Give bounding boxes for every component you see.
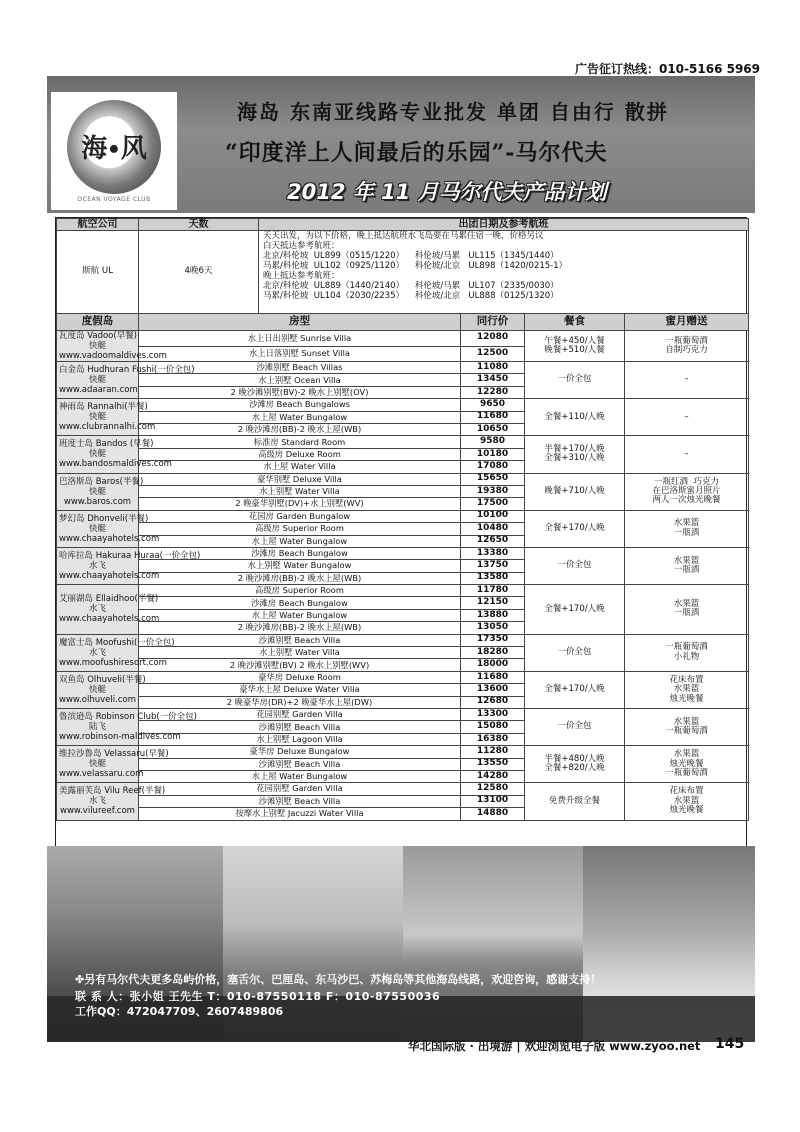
page-number: 145	[715, 1036, 745, 1052]
island-name: 双鱼岛 Olhuveli(半餐)	[59, 674, 146, 685]
room-type: 沙滩房 Beach Bungalow	[139, 547, 461, 559]
island-cell	[57, 436, 172, 473]
island-name: 艾丽湖岛 Ellaidhoo(半餐)	[59, 594, 159, 605]
room-type: 沙滩别墅 Beach Villa	[139, 758, 461, 770]
product-sheet	[47, 76, 755, 1034]
island-cell	[57, 510, 160, 547]
island-transfer: 陆飞	[88, 722, 106, 733]
honeymoon-gift: 花床布置 水果篮 烛光晚餐	[625, 783, 749, 820]
island-cell	[57, 399, 156, 436]
room-type: 水上屋 Water Bungalow	[139, 609, 461, 621]
island-url: www.robinson-maldives.com	[59, 732, 181, 743]
trade-price: 14280	[461, 770, 525, 782]
trade-price: 13600	[461, 684, 525, 696]
trade-price: 11080	[461, 362, 525, 374]
island-cell	[57, 671, 146, 708]
logo-mark: 海∙风	[67, 100, 161, 194]
col-price: 同行价	[461, 314, 525, 331]
trade-price: 12500	[461, 346, 525, 362]
trade-price: 18000	[461, 659, 525, 671]
island-cell	[57, 634, 175, 671]
island-cell	[57, 362, 195, 399]
room-type: 水上日落别墅 Sunset Villa	[139, 346, 461, 362]
table-row	[57, 671, 749, 683]
island-url: www.velassaru.com	[59, 769, 144, 780]
island-cell	[57, 708, 198, 745]
table-row	[57, 436, 749, 448]
island-name: 鲁滨逊岛 Robinson Club(一价全包)	[59, 712, 198, 723]
table-row	[57, 399, 749, 411]
trade-price: 13580	[461, 572, 525, 584]
col-airline: 航空公司	[57, 219, 139, 231]
honeymoon-gift: 水果篮 一瓶酒	[625, 585, 749, 635]
meal-plan: 一价全包	[525, 362, 625, 399]
island-transfer: 快艇	[88, 684, 106, 695]
island-transfer: 水飞	[88, 796, 106, 807]
room-type: 水上别墅 Water Bungalow	[139, 560, 461, 572]
ad-hotline: 广告征订热线：010-5166 5969	[574, 62, 760, 76]
table-row	[57, 708, 749, 720]
room-type: 高级房 Superior Room	[139, 585, 461, 597]
col-days: 天数	[139, 219, 259, 231]
contact-line: 联 系 人：张小姐 王先生 T：010-87550118 F：010-87550036	[75, 990, 441, 1003]
table-row	[57, 510, 749, 522]
island-url: www.bandosmaldives.com	[59, 459, 172, 470]
room-type: 水上别墅 Lagoon Villa	[139, 733, 461, 745]
trade-price: 16380	[461, 733, 525, 745]
room-type: 2 晚沙滩别墅(BV)-2 晚水上别墅(OV)	[139, 386, 461, 398]
island-transfer: 水飞	[88, 604, 106, 615]
island-transfer: 水飞	[88, 647, 106, 658]
island-name: 神雨岛 Rannalhi(半餐)	[59, 402, 148, 413]
trade-price: 15650	[461, 473, 525, 485]
room-type: 花园别墅 Garden Villa	[139, 783, 461, 795]
room-type: 水上日出别墅 Sunrise Villa	[139, 331, 461, 347]
room-type: 标准房 Standard Room	[139, 436, 461, 448]
headline-plan-title: 2012 年 11 月马尔代夫产品计划	[287, 180, 607, 204]
island-url: www.vadoomaldives.com	[59, 351, 167, 362]
trade-price: 13880	[461, 609, 525, 621]
col-dates: 出团日期及参考航班	[259, 219, 749, 231]
island-name: 维拉沙鲁岛 Velassaru(早餐)	[59, 749, 169, 760]
meal-plan: 全餐+170/人晚	[525, 585, 625, 635]
trade-price: 12280	[461, 386, 525, 398]
island-transfer: 快艇	[88, 449, 106, 460]
island-transfer: 水飞	[88, 560, 106, 571]
island-url: www.olhuveli.com	[59, 694, 136, 705]
trade-price: 10650	[461, 424, 525, 436]
trade-price: 19380	[461, 485, 525, 497]
island-url: www.vilureef.com	[60, 806, 135, 817]
meal-plan: 全餐+170/人晚	[525, 671, 625, 708]
table-row	[57, 547, 749, 559]
honeymoon-gift: –	[625, 436, 749, 473]
room-type: 水上屋 Water Bungalow	[139, 770, 461, 782]
island-transfer: 快艇	[88, 523, 106, 534]
trade-price: 18280	[461, 647, 525, 659]
trade-price: 13380	[461, 547, 525, 559]
trade-price: 13550	[461, 758, 525, 770]
trade-price: 12650	[461, 535, 525, 547]
room-type: 沙滩房 Beach Bungalow	[139, 597, 461, 609]
honeymoon-gift: 一瓶红酒 巧克力 在巴洛斯蜜月照片 两人一次烛光晚餐	[625, 473, 749, 510]
headline-slogan: “印度洋上人间最后的乐园”-马尔代夫	[225, 140, 608, 166]
island-transfer: 快艇	[88, 759, 106, 770]
trade-price: 12080	[461, 331, 525, 347]
room-type: 豪华别墅 Deluxe Villa	[139, 473, 461, 485]
honeymoon-gift: 一瓶葡萄酒 小礼物	[625, 634, 749, 671]
room-type: 豪华房 Deluxe Room	[139, 671, 461, 683]
island-cell	[57, 746, 169, 783]
col-meal: 餐食	[525, 314, 625, 331]
table-row	[57, 331, 749, 347]
meal-plan: 半餐+480/人晚 全餐+820/人晚	[525, 746, 625, 783]
island-cell	[57, 331, 167, 362]
room-type: 沙滩别墅 Beach Villa	[139, 634, 461, 646]
trade-price: 9580	[461, 436, 525, 448]
island-url: www.moofushiresort.com	[59, 657, 167, 668]
meal-plan: 全餐+170/人晚	[525, 510, 625, 547]
honeymoon-gift: 水果篮 一瓶酒	[625, 510, 749, 547]
room-type: 沙滩别墅 Beach Villas	[139, 362, 461, 374]
island-url: www.clubrannalhi.com	[59, 422, 156, 433]
island-name: 美露丽芙岛 Vilu Reef(半餐)	[59, 786, 166, 797]
trade-price: 13050	[461, 622, 525, 634]
headline-services: 海岛 东南亚线路专业批发 单团 自由行 散拼	[237, 100, 669, 124]
trade-price: 13450	[461, 374, 525, 386]
table-row	[57, 585, 749, 597]
price-table-grid	[56, 218, 749, 821]
honeymoon-gift: –	[625, 399, 749, 436]
trade-price: 14880	[461, 808, 525, 820]
table-row	[57, 783, 749, 795]
room-type: 按摩水上别墅 Jacuzzi Water Villa	[139, 808, 461, 820]
room-type: 2 晚沙滩房(BB)-2 晚水上屋(WB)	[139, 424, 461, 436]
room-type: 2 晚沙滩房(BB)-2 晚水上屋(WB)	[139, 572, 461, 584]
table-row	[57, 746, 749, 758]
island-cell	[57, 547, 201, 584]
col-island: 度假岛	[57, 314, 139, 331]
table-row	[57, 634, 749, 646]
trade-price: 15080	[461, 721, 525, 733]
island-name: 梦幻岛 Dhonveli(半餐)	[59, 513, 149, 524]
island-name: 班度士岛 Bandos (早餐)	[59, 439, 154, 450]
island-url: www.chaayahotels.com	[59, 571, 160, 581]
table-row	[57, 473, 749, 485]
island-cell	[57, 473, 144, 510]
island-url: www.adaaran.com	[59, 385, 138, 396]
trade-price: 10180	[461, 448, 525, 460]
island-name: 哈库拉岛 Hakuraa Huraa(一价全包)	[59, 550, 201, 561]
meal-plan: 全餐+110/人晚	[525, 399, 625, 436]
flight-info: 天天出发，为以下价格，晚上抵达航班水飞岛要在马累住宿一晚，价格另议 白天抵达参考航班： 北京/科伦坡 UL899（0515/1220） 科伦坡/马累 UL115（1345/1440） 马累/科伦坡 UL102（0925/1120） 科伦坡/北京 UL898（1420/0215-1） 晚上抵达参考航班： 北京/科伦坡 UL889（1440/2140） 科伦坡/马累 UL107（2335/0030） 马累/科伦坡 UL104（2030/2235） 科伦坡/北京 UL888（0125/1320）	[259, 231, 749, 314]
room-type: 水上别墅 Water Villa	[139, 647, 461, 659]
meal-plan: 午餐+450/人餐 晚餐+510/人餐	[525, 331, 625, 362]
room-type: 高级房 Deluxe Room	[139, 448, 461, 460]
room-type: 花园房 Garden Bungalow	[139, 510, 461, 522]
logo-caption: OCEAN VOYAGE CLUB	[77, 195, 151, 203]
trade-price: 12150	[461, 597, 525, 609]
honeymoon-gift: 水果篮 烛光晚餐 一瓶葡萄酒	[625, 746, 749, 783]
room-type: 2 晚豪华别墅(DV)+水上别墅(WV)	[139, 498, 461, 510]
meal-plan: 晚餐+710/人晚	[525, 473, 625, 510]
trade-price: 11680	[461, 671, 525, 683]
room-type: 2 晚沙滩房(BB)-2 晚水上屋(WB)	[139, 622, 461, 634]
room-type: 水上屋 Water Bungalow	[139, 411, 461, 423]
trade-price: 13750	[461, 560, 525, 572]
island-cell	[57, 783, 166, 820]
room-type: 沙滩房 Beach Bungalows	[139, 399, 461, 411]
island-url: www.chaayahotels.com	[59, 614, 160, 625]
honeymoon-gift: 水果篮 一瓶酒	[625, 547, 749, 584]
trade-price: 11680	[461, 411, 525, 423]
airline-name: 斯航 UL	[57, 231, 139, 314]
island-transfer: 快艇	[88, 486, 106, 497]
room-type: 水上屋 Water Villa	[139, 461, 461, 473]
island-name: 魔富士岛 Moofushi(一价全包)	[59, 637, 175, 648]
room-type: 豪华房 Deluxe Bungalow	[139, 746, 461, 758]
trade-price: 17500	[461, 498, 525, 510]
island-header-row	[57, 314, 749, 331]
room-type: 高级房 Superior Room	[139, 523, 461, 535]
island-url: www.chaayahotels.com	[59, 533, 160, 544]
trade-price: 10100	[461, 510, 525, 522]
trade-price: 11780	[461, 585, 525, 597]
honeymoon-gift: 花床布置 水果篮 烛光晚餐	[625, 671, 749, 708]
airline-row	[57, 231, 749, 314]
island-name: 瓦度岛 Vadoo(早餐)	[59, 331, 137, 341]
meal-plan: 半餐+170/人晚 全餐+310/人晚	[525, 436, 625, 473]
meal-plan: 免费升级全餐	[525, 783, 625, 820]
room-type: 沙滩别墅 Beach Villa	[139, 795, 461, 807]
trade-price: 10480	[461, 523, 525, 535]
island-name: 巴洛斯岛 Baros(半餐)	[59, 476, 144, 487]
island-transfer: 快艇	[88, 412, 106, 423]
price-table	[55, 217, 747, 908]
page-footer: 华北国际版 · 出境游 | 欢迎浏览电子版 www.zyoo.net	[408, 1039, 701, 1053]
trade-price: 17350	[461, 634, 525, 646]
trade-price: 12680	[461, 696, 525, 708]
room-type: 沙滩别墅 Beach Villa	[139, 721, 461, 733]
honeymoon-gift: 一瓶葡萄酒 自制巧克力	[625, 331, 749, 362]
island-transfer: 快艇	[88, 375, 106, 386]
trade-price: 11280	[461, 746, 525, 758]
honeymoon-gift: 水果篮 一瓶葡萄酒	[625, 708, 749, 745]
col-gift: 蜜月赠送	[625, 314, 749, 331]
room-type: 水上屋 Water Bungalow	[139, 535, 461, 547]
banner	[47, 76, 755, 213]
room-type: 水上别墅 Water Villa	[139, 485, 461, 497]
island-transfer: 快艇	[88, 341, 106, 352]
trip-days: 4晚6天	[139, 231, 259, 314]
trade-price: 13100	[461, 795, 525, 807]
table-row	[57, 362, 749, 374]
room-type: 花园别墅 Garden Villa	[139, 708, 461, 720]
more-destinations-note: ✤另有马尔代夫更多岛屿价格，塞舌尔、巴厘岛、东马沙巴、苏梅岛等其他海岛线路，欢迎咨询，感谢支持！	[75, 973, 602, 986]
trade-price: 9650	[461, 399, 525, 411]
room-type: 2 晚豪华房(DR)+2 晚豪华水上屋(DW)	[139, 696, 461, 708]
room-type: 水上别墅 Ocean Villa	[139, 374, 461, 386]
trade-price: 13300	[461, 708, 525, 720]
logo	[51, 92, 177, 210]
meal-plan: 一价全包	[525, 634, 625, 671]
meal-plan: 一价全包	[525, 708, 625, 745]
room-type: 2 晚沙滩别墅(BV) 2 晚水上别墅(WV)	[139, 659, 461, 671]
island-name: 白金岛 Hudhuran Fushi(一价全包)	[59, 365, 195, 376]
col-room: 房型	[139, 314, 461, 331]
meal-plan: 一价全包	[525, 547, 625, 584]
trade-price: 17080	[461, 461, 525, 473]
island-url: www.baros.com	[63, 496, 132, 507]
island-cell	[57, 585, 160, 635]
qq-line: 工作QQ：472047709、2607489806	[75, 1005, 284, 1018]
trade-price: 12580	[461, 783, 525, 795]
room-type: 豪华水上屋 Deluxe Water Villa	[139, 684, 461, 696]
honeymoon-gift: –	[625, 362, 749, 399]
